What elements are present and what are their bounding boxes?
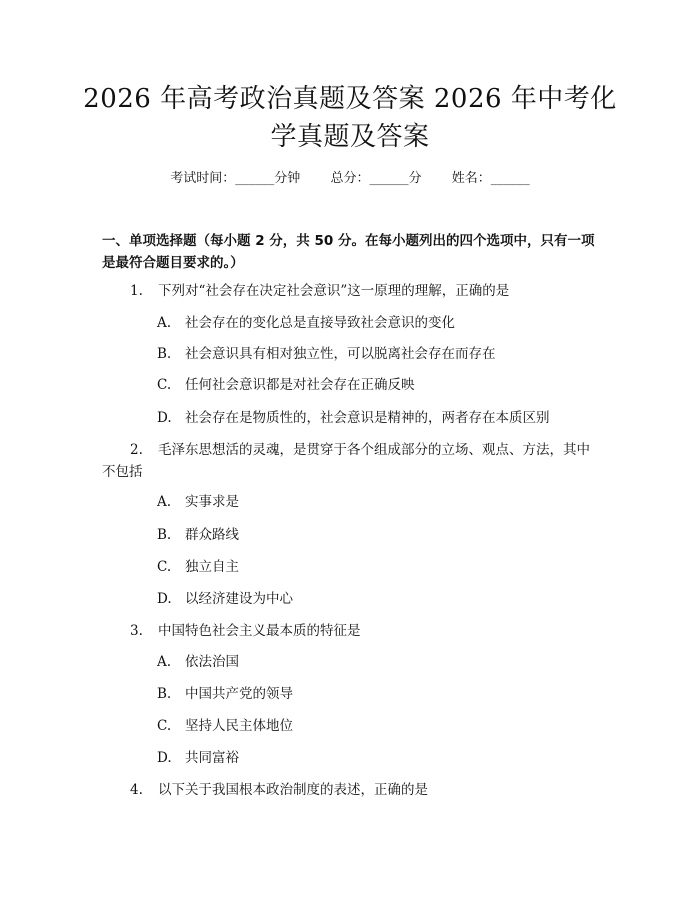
option-letter: B. <box>157 527 172 543</box>
option-3-c <box>157 716 597 736</box>
question-1 <box>102 280 600 302</box>
option-letter: B. <box>157 346 172 362</box>
option-3-d <box>157 748 597 768</box>
question-4 <box>102 779 600 801</box>
option-text: 实事求是 <box>185 494 239 510</box>
option-1-d <box>157 408 597 428</box>
option-letter: C. <box>157 559 172 575</box>
option-text: 共同富裕 <box>185 750 239 766</box>
option-text: 坚持人民主体地位 <box>185 718 293 734</box>
exam-meta <box>0 170 700 188</box>
page-title <box>70 80 630 156</box>
option-text: 社会意识具有相对独立性，可以脱离社会存在而存在 <box>185 346 496 362</box>
option-text: 依法治国 <box>185 654 239 670</box>
student-name-field: 姓名：______ <box>451 171 530 186</box>
option-text: 社会存在的变化总是直接导致社会意识的变化 <box>185 315 455 331</box>
option-1-a <box>157 313 597 333</box>
option-text: 独立自主 <box>185 559 239 575</box>
option-letter: A. <box>157 494 172 510</box>
option-letter: C. <box>157 377 172 393</box>
question-2 <box>102 439 600 483</box>
section-heading: 一、单项选择题（每小题 2 分，共 50 分。在每小题列出的四个选项中，只有一项是最符合题目要求的。） <box>102 233 595 271</box>
option-letter: C. <box>157 718 172 734</box>
question-stem: 下列对“社会存在决定社会意识”这一原理的理解，正确的是 <box>158 283 510 299</box>
option-letter: A. <box>157 654 172 670</box>
option-letter: B. <box>157 686 172 702</box>
option-2-a <box>157 492 597 512</box>
question-stem: 毛泽东思想活的灵魂，是贯穿于各个组成部分的立场、观点、方法，其中不包括 <box>102 442 590 480</box>
option-text: 任何社会意识都是对社会存在正确反映 <box>185 377 415 393</box>
option-text: 中国共产党的领导 <box>185 686 293 702</box>
total-score-field: 总分：______分 <box>330 171 422 186</box>
title-line-1: 2026 年高考政治真题及答案 2026 年中考化 <box>83 84 617 114</box>
option-3-b <box>157 684 597 704</box>
option-letter: D. <box>157 410 172 426</box>
option-text: 群众路线 <box>185 527 239 543</box>
question-number: 4. <box>130 782 143 798</box>
question-stem: 以下关于我国根本政治制度的表述，正确的是 <box>158 782 428 798</box>
option-text: 社会存在是物质性的，社会意识是精神的，两者存在本质区别 <box>185 410 550 426</box>
option-text: 以经济建设为中心 <box>185 591 293 607</box>
exam-time-field: 考试时间：______分钟 <box>170 171 301 186</box>
option-2-c <box>157 557 597 577</box>
option-1-b <box>157 344 597 364</box>
option-3-a <box>157 652 597 672</box>
question-number: 1. <box>130 283 143 299</box>
question-number: 3. <box>130 623 143 639</box>
option-letter: D. <box>157 750 172 766</box>
option-2-b <box>157 525 597 545</box>
option-1-c <box>157 375 597 395</box>
question-3 <box>102 620 600 642</box>
question-stem: 中国特色社会主义最本质的特征是 <box>158 623 361 639</box>
option-letter: A. <box>157 315 172 331</box>
question-number: 2. <box>130 442 143 458</box>
option-2-d <box>157 589 597 609</box>
title-line-2: 学真题及答案 <box>270 122 430 152</box>
option-letter: D. <box>157 591 172 607</box>
